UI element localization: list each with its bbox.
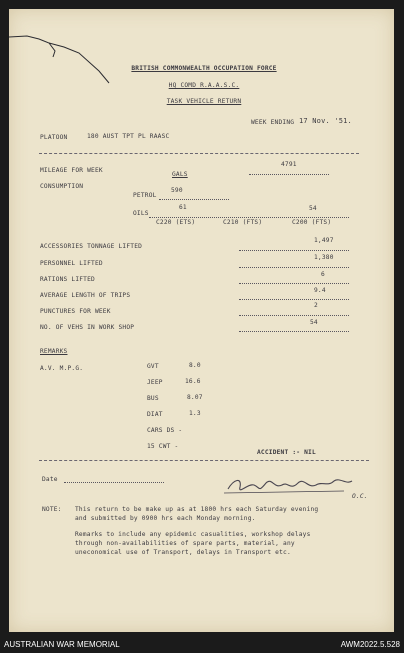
stat-dotted-line — [239, 315, 349, 316]
oil-grade-3: C200 (FTS) — [292, 219, 332, 226]
stat-label-punctures: PUNCTURES FOR WEEK — [40, 308, 111, 315]
stat-value-rations: 6 — [321, 271, 325, 278]
footer-source: AUSTRALIAN WAR MEMORIAL — [4, 640, 120, 649]
galls-label: GALS — [172, 171, 188, 178]
archive-footer — [0, 636, 404, 653]
note-line: Remarks to include any epidemic casualities, workshop delays — [75, 531, 311, 538]
week-ending-value: 17 Nov. '51. — [299, 117, 352, 125]
stat-dotted-line — [239, 250, 349, 251]
note-label: NOTE: — [42, 506, 62, 513]
stat-label-trips: AVERAGE LENGTH OF TRIPS — [40, 292, 131, 299]
week-ending-label: WEEK ENDING — [251, 119, 295, 126]
stat-value-punctures: 2 — [314, 302, 318, 309]
header-subtitle: HQ COMD R.A.A.S.C. — [168, 82, 240, 89]
stat-dotted-line — [239, 283, 349, 284]
remark-label: 15 CWT - — [147, 443, 179, 450]
mileage-dotted-line — [249, 174, 329, 175]
oils-value-2: 54 — [309, 205, 317, 212]
stat-value-personnel: 1,380 — [314, 254, 334, 261]
remark-label: DIAT — [147, 411, 163, 418]
remark-label: CARS DS - — [147, 427, 183, 434]
platoon-value: 180 AUST TPT PL RAASC — [87, 133, 170, 140]
stat-label-tonnage: ACCESSORIES TONNAGE LIFTED — [40, 243, 143, 250]
remark-value: 1.3 — [189, 410, 201, 417]
stat-dotted-line — [239, 267, 349, 268]
stat-value-trips: 9.4 — [314, 287, 326, 294]
note-line: and submitted by 0900 hrs each Monday morning. — [75, 515, 256, 522]
remarks-heading: REMARKS — [40, 348, 68, 355]
remark-label: BUS — [147, 395, 159, 402]
mileage-value: 4791 — [281, 161, 297, 168]
stat-value-tonnage: 1,497 — [314, 237, 334, 244]
oils-value-1: 61 — [179, 204, 187, 211]
stat-dotted-line — [239, 299, 349, 300]
remark-label: GVT — [147, 363, 159, 370]
remark-value: 8.0 — [189, 362, 201, 369]
remark-value: 16.6 — [185, 378, 201, 385]
mileage-label: MILEAGE FOR WEEK — [40, 167, 103, 174]
petrol-value: 590 — [171, 187, 183, 194]
stat-label-workshop: NO. OF VEHS IN WORK SHOP — [40, 324, 135, 331]
oils-label: OILS — [133, 210, 149, 217]
petrol-dotted-line — [159, 199, 229, 200]
date-label: Date — [42, 476, 58, 483]
date-dotted-line — [64, 482, 164, 483]
avg-mpg-label: A.V. M.P.G. — [40, 365, 84, 372]
oil-grade-2: C210 (FTS) — [223, 219, 263, 226]
accident-status: ACCIDENT :- NIL — [257, 449, 316, 456]
oils-dotted-line — [149, 217, 349, 218]
note-line: This return to be make up as at 1800 hrs each Saturday evening — [75, 506, 319, 513]
oil-grade-1: C220 (ETS) — [156, 219, 196, 226]
stat-label-rations: RATIONS LIFTED — [40, 276, 95, 283]
stat-label-personnel: PERSONNEL LIFTED — [40, 260, 103, 267]
footer-accession-number: AWM2022.5.528 — [340, 640, 400, 649]
platoon-label: PLATOON — [40, 134, 68, 141]
signature-title: O.C. — [352, 493, 368, 500]
document-page — [9, 9, 394, 632]
note-line: through non-availabilities of spare parts, material, any — [75, 540, 295, 547]
stat-value-workshop: 54 — [310, 319, 318, 326]
remark-value: 8.07 — [187, 394, 203, 401]
header-form-title: TASK VEHICLE RETURN — [166, 98, 242, 105]
remark-label: JEEP — [147, 379, 163, 386]
section-divider — [39, 460, 369, 461]
consumption-label: CONSUMPTION — [40, 183, 84, 190]
note-line: uneconomical use of Transport, delays in Transport etc. — [75, 549, 291, 556]
section-divider — [39, 153, 359, 154]
header-title: BRITISH COMMONWEALTH OCCUPATION FORCE — [131, 65, 277, 72]
petrol-label: PETROL — [133, 192, 157, 199]
stat-dotted-line — [239, 331, 349, 332]
